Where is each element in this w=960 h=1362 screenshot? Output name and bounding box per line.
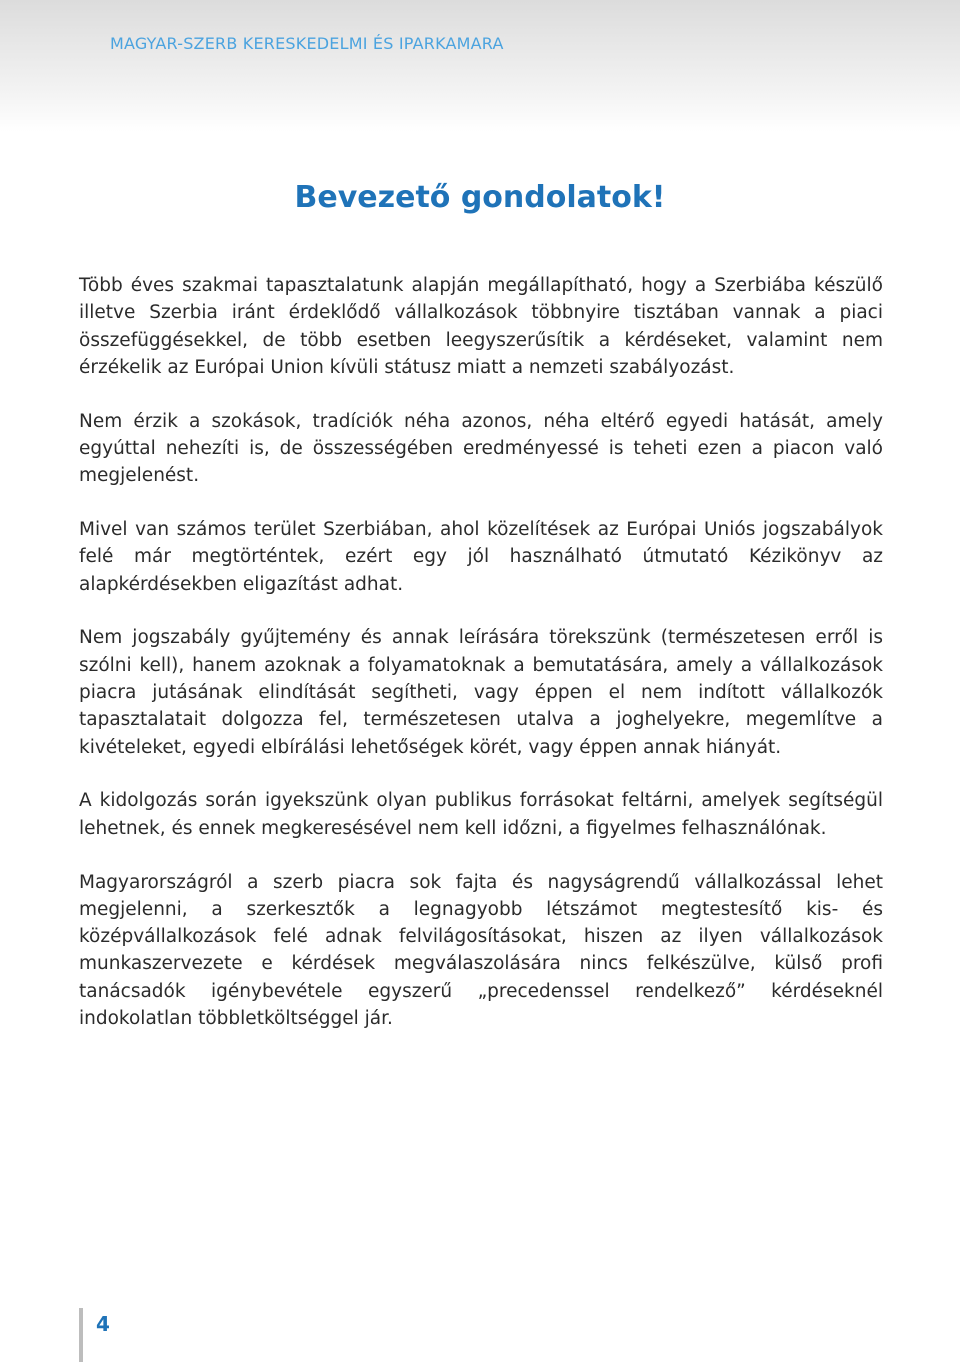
paragraph-3: Mivel van számos terület Szerbiában, ahol közelítések az Európai Uniós jogszabályok felé már megtörténtek, ezért egy jól használható útmutató Kézikönyv az alapkérdésekben eligazítást adhat. <box>79 519 883 595</box>
paragraph-6: Magyarországról a szerb piacra sok fajta és nagyságrendű vállalkozással lehet megjelenni, a szerkesztők a legnagyobb létszámot megtestesítő kis- és középvállalkozások felé adnak felvilágosításokat, hiszen az ilyen vállalkozások munkaszervezete e kérdések megválaszolására nincs felkészülve, külső profi tanácsadók igénybevétele egyszerű „precedenssel rendelkező” kérdéseknél indokolatlan többletköltséggel jár. <box>79 871 883 1030</box>
paragraph-4: Nem jogszabály gyűjtemény és annak leírására törekszünk (természetesen erről is szólni kell), hanem azoknak a folyamatoknak a bemutatására, amely a vállalkozások piacra jutásának elindítását segítheti, vagy éppen el nem indított vállalkozók tapasztalatait dolgozza fel, természetesen utalva a joghelyekre, megemlítve a kivételeket, egyedi elbírálási lehetőségek körét, vagy éppen annak hiányát. <box>79 627 883 758</box>
paragraph-5: A kidolgozás során igyekszünk olyan publikus forrásokat feltárni, amelyek segítségül lehetnek, és ennek megkeresésével nem kell időzni, a figyelmes felhasználónak. <box>79 790 883 839</box>
page-number-bar <box>79 1308 83 1362</box>
body-text <box>79 272 883 1032</box>
page-title: Bevezető gondolatok! <box>294 180 666 215</box>
paragraph-2: Nem érzik a szokások, tradíciók néha azonos, néha eltérő egyedi hatását, amely egyúttal nehezíti is, de összességében eredményessé is teheti ezen a piacon való megjelenést. <box>79 410 883 487</box>
header-band <box>0 0 960 132</box>
header-organization: MAGYAR-SZERB KERESKEDELMI ÉS IPARKAMARA <box>110 34 504 53</box>
paragraph-1: Több éves szakmai tapasztalatunk alapján megállapítható, hogy a Szerbiába készülő illetve Szerbia iránt érdeklődő vállalkozások többnyire tisztában vannak a piaci összefüggésekkel, de több esetben leegyszerűsítik a kérdéseket, valamint nem érzékelik az Európai Union kívüli státusz miatt a nemzeti szabályozást. <box>79 275 883 378</box>
page-number: 4 <box>96 1312 110 1336</box>
